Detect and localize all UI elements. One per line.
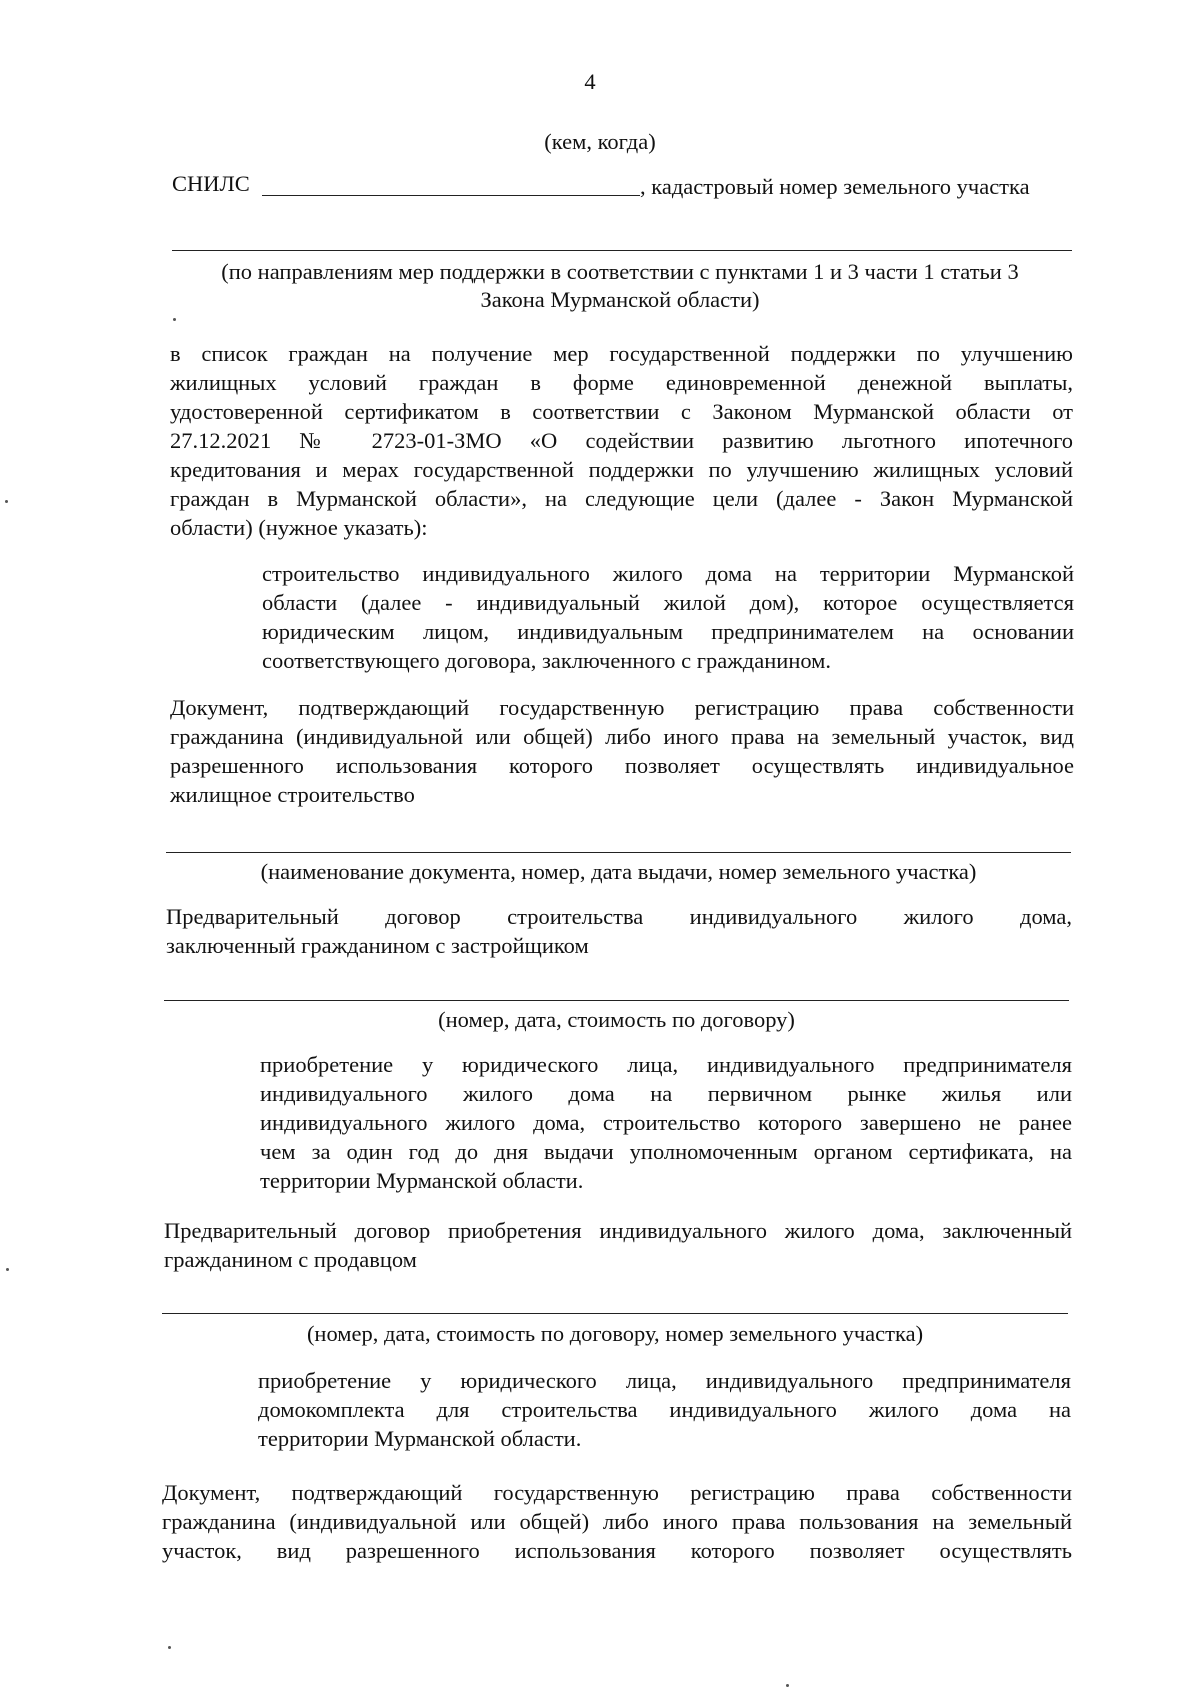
- scan-speck: [168, 1646, 171, 1649]
- paragraph-line: Документ, подтверждающий государственную регистрацию права собственности: [162, 1480, 1072, 1505]
- scan-speck: [6, 1268, 9, 1271]
- option-line: соответствующего договора, заключенного с гражданином.: [262, 648, 832, 673]
- paragraph-line: участок, вид разрешенного использования которого позволяет осуществлять: [162, 1538, 1072, 1563]
- paragraph-line: удостоверенной сертификатом в соответствии с Законом Мурманской области от: [170, 399, 1073, 424]
- option-line: приобретение у юридического лица, индивидуального предпринимателя: [258, 1368, 1071, 1393]
- land-document-blank-line: [166, 852, 1071, 853]
- option-line: строительство индивидуального жилого дома на территории Мурманской: [262, 561, 1074, 586]
- paragraph-line: в список граждан на получение мер государственной поддержки по улучшению: [170, 341, 1073, 366]
- paragraph-line: разрешенного использования которого позволяет осуществлять индивидуальное: [170, 753, 1074, 778]
- option-line: индивидуального жилого дома на первичном рынке жилья или: [260, 1081, 1072, 1106]
- issuer-caption: (кем, когда): [544, 129, 656, 154]
- option-line: территории Мурманской области.: [260, 1168, 584, 1193]
- paragraph-line: гражданином с продавцом: [164, 1247, 417, 1272]
- support-note-line: (по направлениям мер поддержки в соответствии с пунктами 1 и 3 части 1 статьи 3: [221, 259, 1019, 284]
- scan-speck: [173, 318, 176, 321]
- land-document-caption: (наименование документа, номер, дата выдачи, номер земельного участка): [260, 859, 977, 884]
- cadastral-number-label: , кадастровый номер земельного участка: [640, 174, 1030, 199]
- paragraph-line: 27.12.2021 № 2723-01-ЗМО «О содействии развитию льготного ипотечного: [170, 428, 1073, 453]
- contract-blank-line: [164, 1000, 1069, 1001]
- paragraph-line: Документ, подтверждающий государственную регистрацию права собственности: [170, 695, 1074, 720]
- paragraph-line: кредитования и мерах государственной поддержки по улучшению жилищных условий: [170, 457, 1073, 482]
- paragraph-line: гражданина (индивидуальной или общей) либо иного права пользования на земельный: [162, 1509, 1072, 1534]
- paragraph-line: жилищных условий граждан в форме единовременной денежной выплаты,: [170, 370, 1073, 395]
- scan-speck: [786, 1684, 789, 1687]
- purchase-contract-caption: (номер, дата, стоимость по договору, номер земельного участка): [306, 1321, 924, 1346]
- paragraph-line: области) (нужное указать):: [170, 515, 428, 540]
- option-line: индивидуального жилого дома, строительство которого завершено не ранее: [260, 1110, 1072, 1135]
- paragraph-line: жилищное строительство: [170, 782, 415, 807]
- option-line: чем за один год до дня выдачи уполномоченным органом сертификата, на: [260, 1139, 1072, 1164]
- page-number: 4: [584, 69, 596, 94]
- scan-speck: [5, 500, 8, 503]
- support-note-line: Закона Мурманской области): [480, 287, 760, 312]
- paragraph-line: Предварительный договор приобретения индивидуального жилого дома, заключенный: [164, 1218, 1072, 1243]
- paragraph-line: гражданина (индивидуальной или общей) либо иного права на земельный участок, вид: [170, 724, 1074, 749]
- option-line: юридическим лицом, индивидуальным предпринимателем на основании: [262, 619, 1074, 644]
- cadastral-blank-line: [172, 250, 1072, 251]
- option-line: приобретение у юридического лица, индивидуального предпринимателя: [260, 1052, 1072, 1077]
- option-line: домокомплекта для строительства индивидуального жилого дома на: [258, 1397, 1071, 1422]
- option-line: территории Мурманской области.: [258, 1426, 582, 1451]
- paragraph-line: заключенный гражданином с застройщиком: [166, 933, 589, 958]
- option-line: области (далее - индивидуальный жилой дом), которое осуществляется: [262, 590, 1074, 615]
- snils-label: СНИЛС: [172, 171, 250, 196]
- paragraph-line: граждан в Мурманской области», на следующие цели (далее - Закон Мурманской: [170, 486, 1073, 511]
- snils-blank-line: [262, 195, 640, 196]
- paragraph-line: Предварительный договор строительства индивидуального жилого дома,: [166, 904, 1072, 929]
- contract-caption: (номер, дата, стоимость по договору): [438, 1007, 795, 1032]
- purchase-contract-blank-line: [162, 1313, 1068, 1314]
